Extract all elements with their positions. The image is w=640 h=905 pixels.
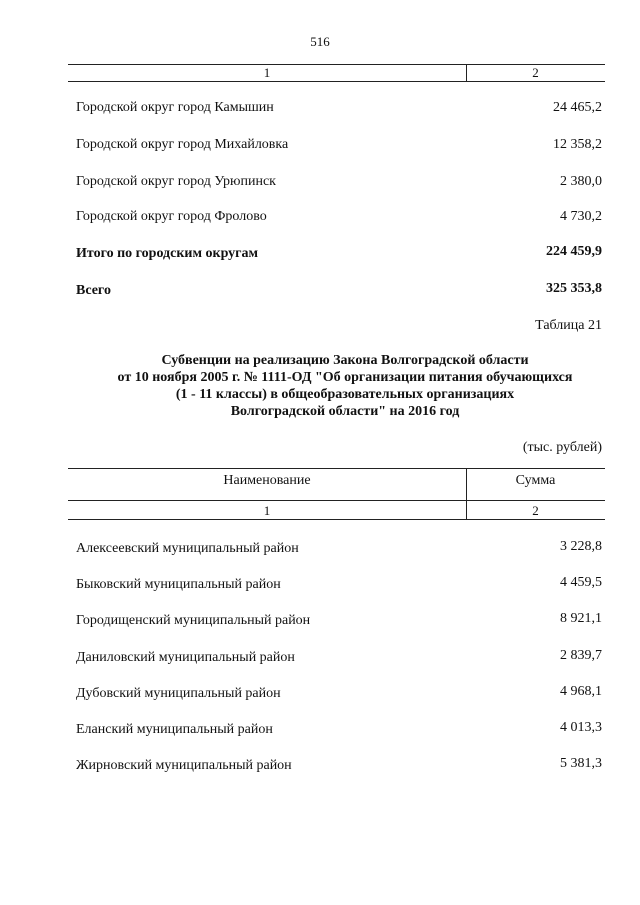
table21-row-name: Быковский муниципальный район [76, 577, 281, 592]
table21-row-name: Жирновский муниципальный район [76, 758, 292, 773]
table21-row-value: 4 459,5 [560, 575, 602, 590]
table21-colnum-1: 1 [263, 503, 271, 518]
table21-row-value: 4 968,1 [560, 684, 602, 699]
table21-row-value: 2 839,7 [560, 648, 602, 663]
units-label: (тыс. рублей) [522, 440, 602, 455]
table21-row-name: Городищенский муниципальный район [76, 613, 311, 628]
table21-rule-mid [68, 500, 605, 501]
page-number: 516 [310, 34, 330, 49]
table-title-line: (1 - 11 классы) в общеобразовательных организациях [175, 387, 515, 402]
table21-row-value: 4 013,3 [560, 720, 602, 735]
table21-row-name: Алексеевский муниципальный район [76, 541, 299, 556]
table-title [60, 352, 630, 420]
table21-row-value: 5 381,3 [560, 756, 602, 771]
top-table-row-name: Городской округ город Урюпинск [76, 174, 276, 189]
table21-rule-bottom [68, 519, 605, 520]
top-table-rule-bottom [68, 81, 605, 82]
total-value: 325 353,8 [546, 281, 602, 296]
top-table-row-value: 2 380,0 [560, 174, 602, 189]
table21-row-value: 3 228,8 [560, 539, 602, 554]
table21-row-value: 8 921,1 [560, 611, 602, 626]
table-title-line: от 10 ноября 2005 г. № 1111-ОД "Об организации питания обучающихся [117, 370, 573, 385]
top-table-row-value: 12 358,2 [553, 137, 602, 152]
top-table-row-name: Городской округ город Камышин [76, 100, 274, 115]
top-table-row-name: Городской округ город Фролово [76, 209, 267, 224]
top-table-row-value: 4 730,2 [560, 209, 602, 224]
table21-row-name: Даниловский муниципальный район [76, 650, 295, 665]
table21-colnum-2: 2 [532, 503, 539, 518]
header-name: Наименование [223, 473, 311, 488]
subtotal-label: Итого по городским округам [76, 246, 259, 261]
subtotal-value: 224 459,9 [546, 244, 602, 259]
table-title-line: Субвенции на реализацию Закона Волгоградской области [161, 353, 529, 368]
table-title-line: Волгоградской области" на 2016 год [230, 404, 460, 419]
total-label: Всего [76, 283, 111, 298]
top-table-colnum-1: 1 [263, 65, 271, 80]
header-sum: Сумма [515, 473, 556, 488]
top-table-row-name: Городской округ город Михайловка [76, 137, 289, 152]
table21-row-name: Еланский муниципальный район [76, 722, 273, 737]
table-label: Таблица 21 [535, 318, 602, 333]
top-table-colnum-2: 2 [532, 65, 539, 80]
top-table-row-value: 24 465,2 [553, 100, 602, 115]
table21-rule-top [68, 468, 605, 469]
table21-row-name: Дубовский муниципальный район [76, 686, 281, 701]
